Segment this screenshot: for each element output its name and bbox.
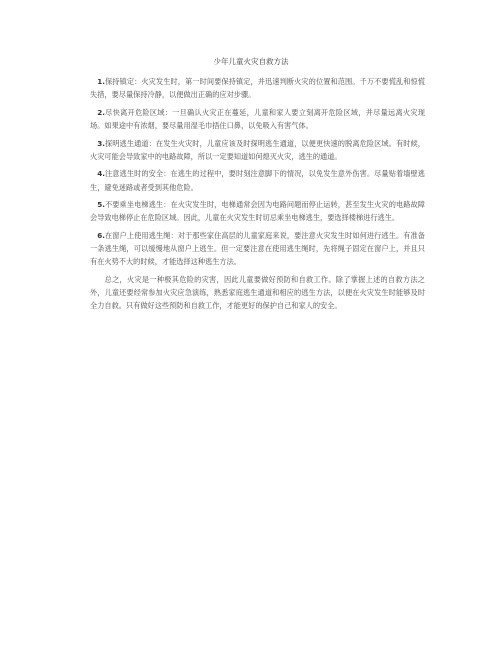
paragraph-text: 不要乘坐电梯逃生：在火灾发生时，电梯通常会因为电路问题而停止运转，甚至发生火灾的电路故障会导致电梯停止在危险区域。因此，儿童在火灾发生时切忌乘坐电梯逃生，要选择楼梯进行逃生。 [90, 200, 425, 223]
paragraph-3 [90, 137, 425, 163]
paragraph-6 [90, 229, 425, 269]
paragraph-number: 2. [97, 107, 105, 117]
paragraph-1 [90, 75, 425, 101]
document-title: 少年儿童火灾自救方法 [213, 57, 289, 66]
paragraph-number: 1. [97, 77, 105, 86]
paragraph-text: 注意逃生时的安全：在逃生的过程中，要时刻注意脚下的情况，以免发生意外伤害。尽量贴着墙壁逃生，避免迷路或者受到其他危险。 [90, 169, 425, 192]
paragraph-5 [90, 198, 425, 224]
paragraph-text: 在窗户上使用逃生绳：对于那些家住高层的儿童家庭来说，要注意火灾发生时如何进行逃生。有准备一条逃生绳，可以缓慢地从窗户上逃生。但一定要注意在使用逃生绳时，先将绳子固定在窗户上，并且只有在火势不大的时候，才能选择这种逃生方法。 [90, 230, 425, 267]
paragraph-number: 6. [97, 230, 105, 240]
paragraph-text: 尽快离开危险区域：一旦确认火灾正在蔓延，儿童和家人要立刻离开危险区域，并尽量远离火灾现场。如果途中有浓烟，要尽量用湿毛巾捂住口鼻，以免吸入有害气体。 [90, 107, 425, 130]
paragraph-number: 5. [97, 200, 105, 210]
paragraph-4 [90, 167, 425, 193]
document-body [90, 75, 425, 317]
paragraph-text: 总之，火灾是一种极其危险的灾害，因此儿童要做好预防和自救工作。除了掌握上述的自救方法之外，儿童还要经常参加火灾应急演练，熟悉家庭逃生通道和相应的逃生方法，以便在火灾发生时能够及时全力自救。只有做好这些预防和自救工作，才能更好的保护自己和家人的安全。 [90, 274, 425, 311]
paragraph-summary [90, 273, 425, 313]
paragraph-number: 4. [97, 169, 105, 179]
paragraph-text: 保持镇定：火灾发生时，第一时间要保持镇定，并迅速判断火灾的位置和范围。千万不要慌乱和惊慌失措，要尽量保持冷静，以便做出正确的应对步骤。 [90, 77, 425, 100]
paragraph-number: 3. [97, 138, 105, 148]
paragraph-text: 探明逃生通道：在发生火灾时，儿童应该及时探明逃生通道，以便更快速的脱离危险区域。有时候，火灾可能会导致家中的电路故障，所以一定要知道如何熄灭火灾，逃生的通道。 [90, 138, 425, 161]
paragraph-2 [90, 106, 425, 132]
